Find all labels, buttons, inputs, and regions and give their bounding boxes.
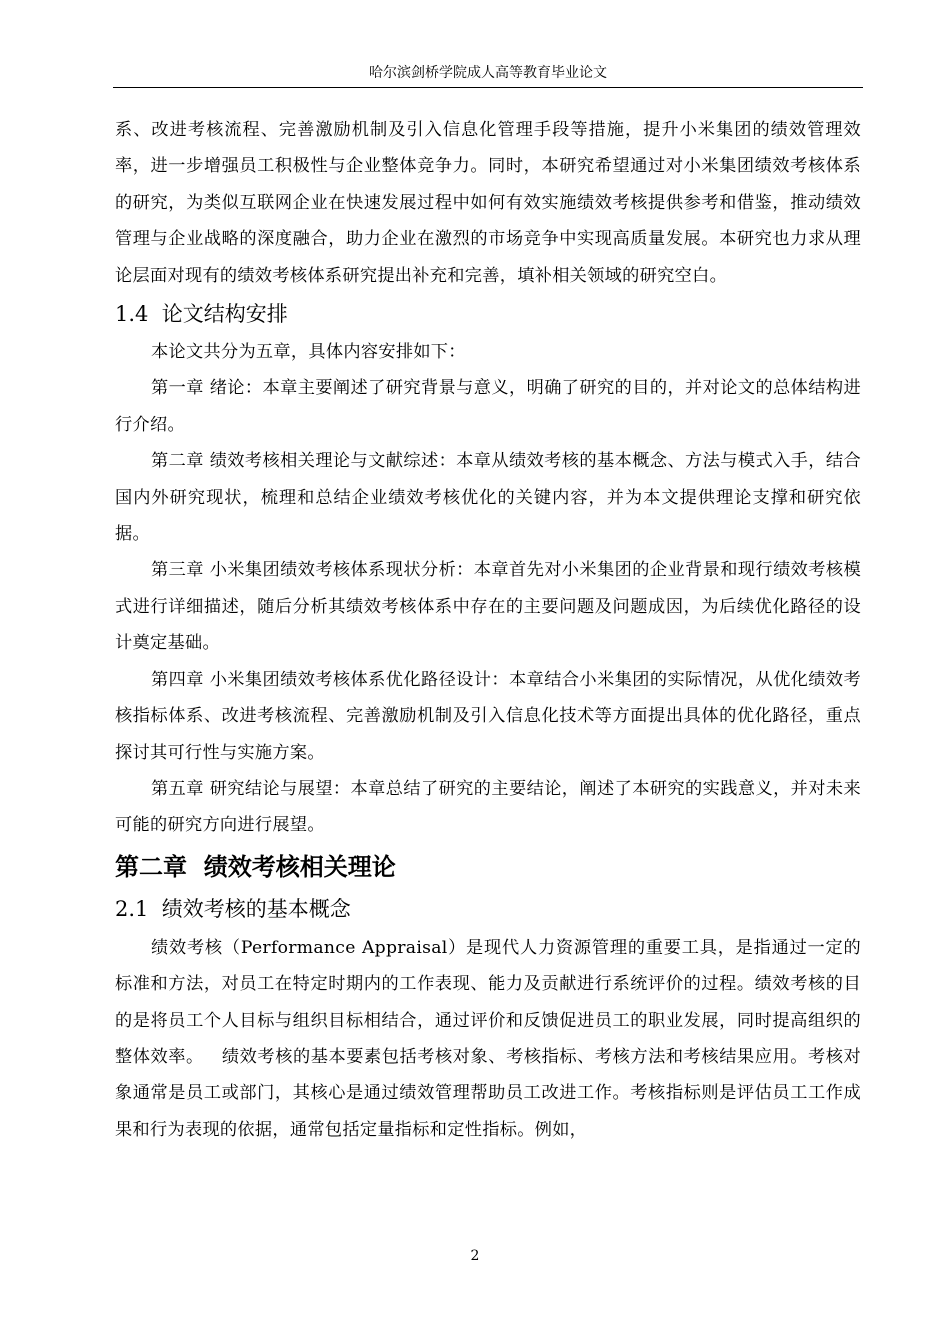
paragraph-2-1: 绩效考核（Performance Appraisal）是现代人力资源管理的重要工具，是指通过一定的标准和方法，对员工在特定时期内的工作表现、能力及贡献进行系统评价的过程。绩效考核的目的是将员工个人目标与组织目标相结合，通过评价和反馈促进员工的职业发展，同时提高组织的整体效率。 绩效考核的基本要素包括考核对象、考核指标、考核方法和考核结果应用。考核对象通常是员工或部门，其核心是通过绩效管理帮助员工改进工作。考核指标则是评估员工工作成果和行为表现的依据，通常包括定量指标和定性指标。例如， <box>115 937 861 1140</box>
paragraph-intro: 系、改进考核流程、完善激励机制及引入信息化管理手段等措施，提升小米集团的绩效管理效率，进一步增强员工积极性与企业整体竞争力。同时，本研究希望通过对小米集团绩效考核体系的研究，为类似互联网企业在快速发展过程中如何有效实施绩效考核提供参考和借鉴，推动绩效管理与企业战略的深度融合，助力企业在激烈的市场竞争中实现高质量发展。本研究也力求从理论层面对现有的绩效考核体系研究提出补充和完善，填补相关领域的研究空白。 <box>115 120 861 286</box>
header-rule <box>113 87 863 88</box>
chapter-heading-2: 第二章 绩效考核相关理论 <box>115 852 396 881</box>
section-title: 绩效考核的基本概念 <box>161 896 351 921</box>
paragraph-structure-intro: 本论文共分为五章，具体内容安排如下： <box>151 342 466 363</box>
section-number: 2.1 <box>115 896 149 921</box>
paragraph-chapter-1: 第一章 绪论：本章主要阐述了研究背景与意义，明确了研究的目的，并对论文的总体结构进行介绍。 <box>115 378 861 435</box>
section-number: 1.4 <box>115 302 149 327</box>
page-number: 2 <box>470 1248 480 1264</box>
paragraph-chapter-2: 第二章 绩效考核相关理论与文献综述：本章从绩效考核的基本概念、方法与模式入手，结合国内外研究现状，梳理和总结企业绩效考核优化的关键内容，并为本文提供理论支撑和研究依据。 <box>115 451 861 545</box>
section-heading-1-4 <box>115 299 861 329</box>
paragraph-chapter-4: 第四章 小米集团绩效考核体系优化路径设计：本章结合小米集团的实际情况，从优化绩效考核指标体系、改进考核流程、完善激励机制及引入信息化技术等方面提出具体的优化路径，重点探讨其可行性与实施方案。 <box>115 669 861 763</box>
paragraph-chapter-5: 第五章 研究结论与展望：本章总结了研究的主要结论，阐述了本研究的实践意义，并对未来可能的研究方向进行展望。 <box>115 778 861 836</box>
section-title: 论文结构安排 <box>161 302 288 327</box>
section-heading-2-1 <box>115 894 861 924</box>
page-content <box>115 112 861 1148</box>
paragraph-chapter-3: 第三章 小米集团绩效考核体系现状分析：本章首先对小米集团的企业背景和现行绩效考核模式进行详细描述，随后分析其绩效考核体系中存在的主要问题及问题成因，为后续优化路径的设计奠定基础。 <box>115 560 861 654</box>
running-header: 哈尔滨剑桥学院成人高等教育毕业论文 <box>369 65 607 81</box>
